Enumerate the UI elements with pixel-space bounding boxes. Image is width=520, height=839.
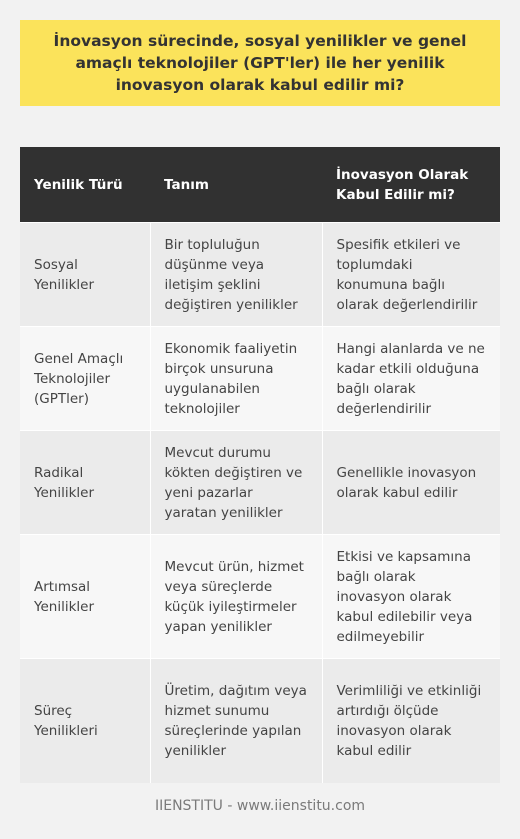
table-row [20,431,500,535]
cell-type: Genel Amaçlı Teknolojiler (GPTler) [20,327,150,431]
cell-definition: Mevcut ürün, hizmet veya süreçlerde küçük iyileştirmeler yapan yenilikler [150,535,322,659]
cell-type: Süreç Yenilikleri [20,659,150,783]
cell-accepted: Genellikle inovasyon olarak kabul edilir [322,431,500,535]
table-body [20,223,500,783]
page-title: İnovasyon sürecinde, sosyal yenilikler ve genel amaçlı teknolojiler (GPT'ler) ile her yenilik inovasyon olarak kabul edilir mi? [53,32,467,94]
table-row [20,223,500,327]
header-row [20,147,500,223]
cell-type: Sosyal Yenilikler [20,223,150,327]
cell-definition: Bir topluluğun düşünme veya iletişim şeklini değiştiren yenilikler [150,223,322,327]
header-cell-accepted: İnovasyon Olarak Kabul Edilir mi? [322,147,500,223]
cell-definition: Mevcut durumu kökten değiştiren ve yeni pazarlar yaratan yenilikler [150,431,322,535]
header-cell-definition: Tanım [150,147,322,223]
table-row [20,327,500,431]
cell-definition: Üretim, dağıtım veya hizmet sunumu süreçlerinde yapılan yenilikler [150,659,322,783]
footer-credit: IIENSTITU - www.iienstitu.com [154,798,366,814]
cell-type: Radikal Yenilikler [20,431,150,535]
table-row [20,659,500,783]
table-header [20,147,500,223]
table-row [20,535,500,659]
cell-type: Artımsal Yenilikler [20,535,150,659]
cell-definition: Ekonomik faaliyetin birçok unsuruna uygulanabilen teknolojiler [150,327,322,431]
title-banner [20,20,500,106]
header-cell-type: Yenilik Türü [20,147,150,223]
cell-accepted: Spesifik etkileri ve toplumdaki konumuna bağlı olarak değerlendirilir [322,223,500,327]
cell-accepted: Verimliliği ve etkinliği artırdığı ölçüde inovasyon olarak kabul edilir [322,659,500,783]
cell-accepted: Etkisi ve kapsamına bağlı olarak inovasyon olarak kabul edilebilir veya edilmeyebilir [322,535,500,659]
cell-accepted: Hangi alanlarda ve ne kadar etkili olduğuna bağlı olarak değerlendirilir [322,327,500,431]
innovation-table [20,147,500,783]
